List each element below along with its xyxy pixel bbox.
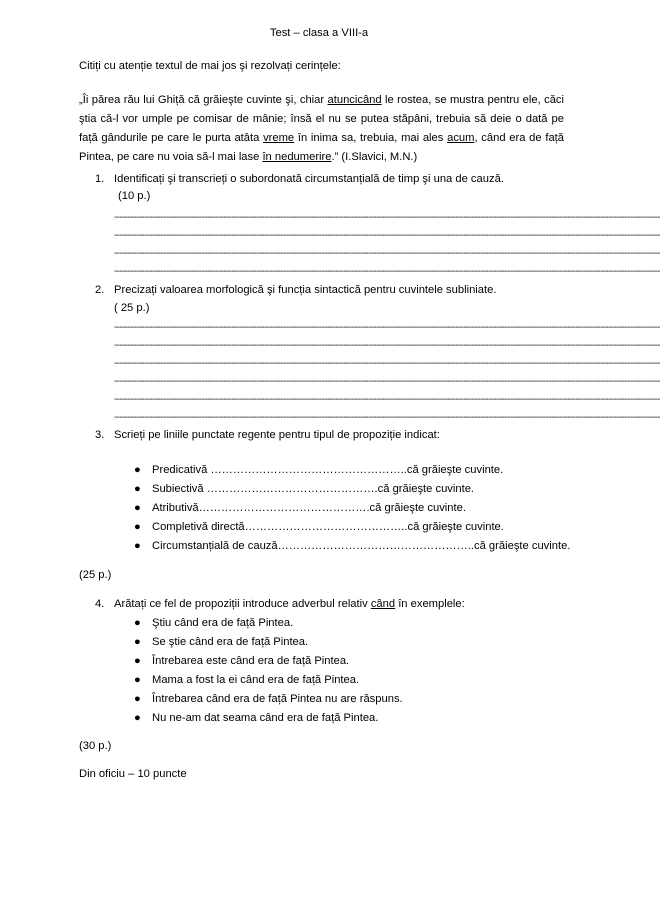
quote-part: în inima sa, trebuia, mai ales [294,132,448,144]
bullet-icon: ● [134,636,141,648]
underlined-word: vreme [263,132,295,144]
answer-line[interactable]: -------------------------------------------------------------------------------------------------------------------------------------------------------------------------------------------------------- [114,230,660,241]
bullet-icon: ● [134,521,141,533]
question-text: Precizați valoarea morfologică şi funcția sintactică pentru cuvintele subliniate. [114,284,497,296]
question-number: 4. [95,598,105,610]
answer-line[interactable]: -------------------------------------------------------------------------------------------------------------------------------------------------------------------------------------------------------- [114,322,660,333]
question-2-points: ( 25 p.) [114,302,150,314]
answer-line[interactable]: -------------------------------------------------------------------------------------------------------------------------------------------------------------------------------------------------------- [114,266,660,277]
question-number: 1. [95,173,105,185]
answer-line[interactable]: -------------------------------------------------------------------------------------------------------------------------------------------------------------------------------------------------------- [114,412,660,423]
underlined-word: atuncicând [327,94,382,106]
bullet-icon: ● [134,483,141,495]
question-4-points: (30 p.) [79,740,112,752]
question-text: Arătați ce fel de propoziții introduce adverbul relativ când în exemplele: [114,598,465,610]
question-text: Scrieți pe liniile punctate regente pentru tipul de propoziție indicat: [114,429,440,441]
bullet-icon: ● [134,502,141,514]
bullet-icon: ● [134,655,141,667]
bullet-icon: ● [134,617,141,629]
answer-line[interactable]: -------------------------------------------------------------------------------------------------------------------------------------------------------------------------------------------------------- [114,212,660,223]
question-3-points: (25 p.) [79,569,112,581]
answer-line[interactable]: -------------------------------------------------------------------------------------------------------------------------------------------------------------------------------------------------------- [114,340,660,351]
bullet-icon: ● [134,674,141,686]
question-text: Identificați şi transcrieți o subordonată circumstanțială de timp şi una de cauză. [114,173,504,185]
quote-part: „Îi părea rău lui Ghiță că grăieşte cuvinte şi, chiar [79,94,328,106]
quote-part: le rostea, se mustra pentru ele, căci ştia că-l vor umple pe comisar de mânie; însă el nu se putea stăpâni, trebuia să deie o dată pe față gândurile pe care le purta atâta [79,94,564,144]
bullet-icon: ● [134,712,141,724]
test-page: Test – clasa a VIII-a Citiți cu atenție textul de mai jos şi rezolvați cerințele: „Îi părea rău lui Ghiță că grăieşte cuvinte şi, chiar atuncicând le rostea, se mustra pentru ele, căci ştia că-l vor umple pe comisar de mânie; însă el nu se putea stăpâni, trebuia să deie o dată pe față gândurile pe care le purta atâta vreme în inima sa, trebuia, mai ales acum, când era de față Pintea, pe care nu voia să-l mai lase în nedumerire.” (I.Slavici, M.N.) 1. Identificați şi transcrieți o subordonată circumstanțială de timp şi una de cauză. (10 p.) -------------------------------------------------------------------------------------------------------------------------------------------------------------------------------------------------------- -------------------------------------------------------------------------------------------------------------------------------------------------------------------------------------------------------- -------------------------------------------------------------------------------------------------------------------------------------------------------------------------------------------------------- -------------------------------------------------------------------------------------------------------------------------------------------------------------------------------------------------------- 2. Precizați valoarea morfologică şi funcția sintactică pentru cuvintele subliniate. ( 25 p.) -------------------------------------------------------------------------------------------------------------------------------------------------------------------------------------------------------- -------------------------------------------------------------------------------------------------------------------------------------------------------------------------------------------------------- -------------------------------------------------------------------------------------------------------------------------------------------------------------------------------------------------------- -------------------------------------------------------------------------------------------------------------------------------------------------------------------------------------------------------- -------------------------------------------------------------------------------------------------------------------------------------------------------------------------------------------------------- -------------------------------------------------------------------------------------------------------------------------------------------------------------------------------------------------------- 3. Scrieți pe liniile punctate regente pentru tipul de propoziție indicat: ● Predicativă ……………………………………………..că grăieşte cuvinte. ● Subiectivă ……………………………………….că grăieşte cuvinte. ● Atributivă……………………………………….că grăieşte cuvinte. ● Completivă directă……………………………………..că grăieşte cuvinte. ● Circumstanțială de cauză……………………………………………..că grăieşte cuvinte. (25 p.) 4. Arătați ce fel de propoziții introduce adverbul relativ când în exemplele: ● Ştiu când era de față Pintea. ● Se ştie când era de față Pintea. ● Întrebarea este când era de față Pintea. ● Mama a fost la ei când era de față Pintea. ● Întrebarea când era de față Pintea nu are răspuns. ● Nu ne-am dat seama când era de față Pintea. (30 p.) Din oficiu – 10 puncte [0,0,638,903]
question-1-points: (10 p.) [118,190,151,202]
footer-note: Din oficiu – 10 puncte [79,768,187,780]
bullet-icon: ● [134,540,141,552]
quote-part: .” (I.Slavici, M.N.) [331,151,418,163]
underlined-word: acum [447,132,475,144]
underlined-word: când [370,598,396,610]
question-number: 2. [95,284,105,296]
answer-line[interactable]: -------------------------------------------------------------------------------------------------------------------------------------------------------------------------------------------------------- [114,394,660,405]
page-title: Test – clasa a VIII-a [269,27,369,39]
quote-part: , când era de față Pintea, pe care nu voia să-l mai lase [79,132,564,163]
underlined-word: în nedumerire [262,151,332,163]
bullet-icon: ● [134,693,141,705]
answer-line[interactable]: -------------------------------------------------------------------------------------------------------------------------------------------------------------------------------------------------------- [114,358,660,369]
instructions: Citiți cu atenție textul de mai jos şi rezolvați cerințele: [79,60,341,72]
question-number: 3. [95,429,105,441]
answer-line[interactable]: -------------------------------------------------------------------------------------------------------------------------------------------------------------------------------------------------------- [114,376,660,387]
quote-text [79,91,564,167]
bullet-icon: ● [134,464,141,476]
answer-line[interactable]: -------------------------------------------------------------------------------------------------------------------------------------------------------------------------------------------------------- [114,248,660,259]
